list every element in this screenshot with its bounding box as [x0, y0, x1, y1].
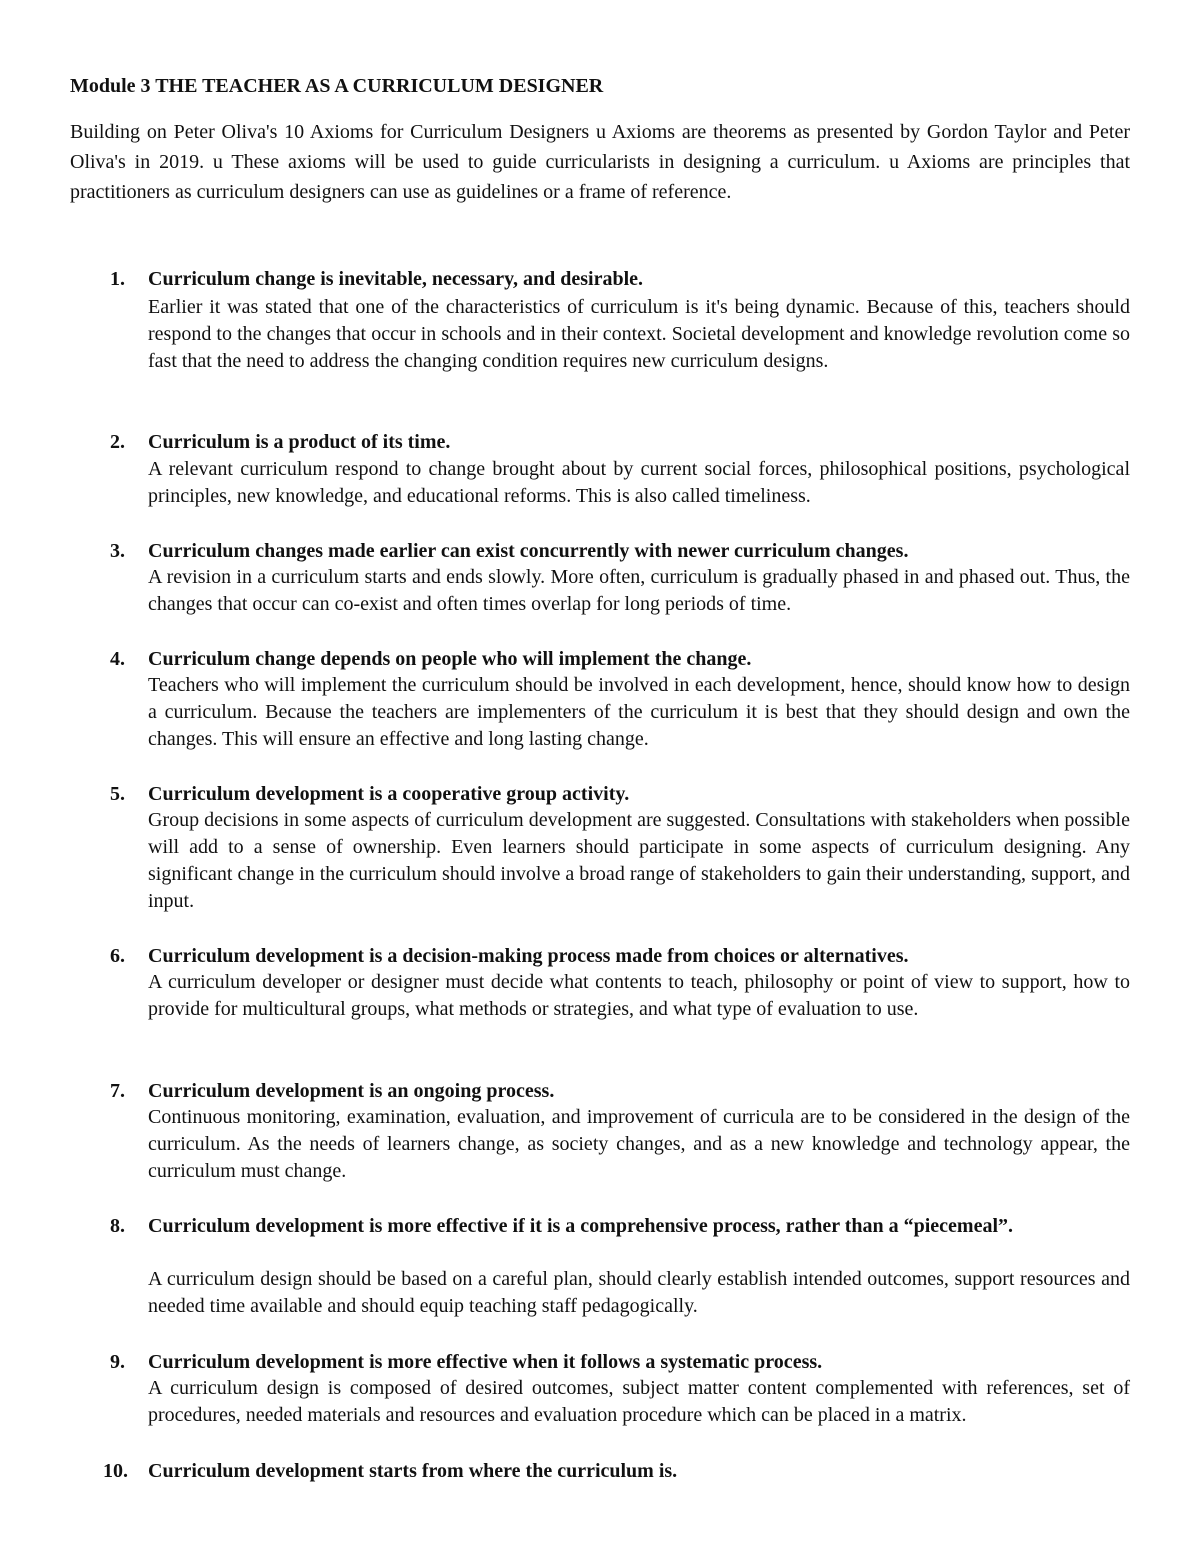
axiom-number: 8. [110, 1215, 125, 1237]
axiom-number: 4. [110, 648, 125, 670]
axiom-body: A curriculum developer or designer must decide what contents to teach, philosophy or point of view to support, how to provide for multicultural groups, what methods or strategies, and what type of evaluation to use. [148, 971, 1130, 1020]
axiom-body: A revision in a curriculum starts and ends slowly. More often, curriculum is gradually phased in and phased out. Thus, the changes that occur can co-exist and often times overlap for long periods of time. [148, 566, 1130, 615]
axiom-number: 7. [110, 1080, 125, 1102]
axiom-body: Earlier it was stated that one of the characteristics of curriculum is it's being dynamic. Because of this, teachers should respond to the changes that occur in schools and in their context. Societal development and knowledge revolution come so fast that the need to address the changing condition requires new curriculum designs. [148, 296, 1130, 372]
axiom-body: Group decisions in some aspects of curriculum development are suggested. Consultations with stakeholders when possible will add to a sense of ownership. Even learners should participate in some aspects of curriculum designing. Any significant change in the curriculum should involve a broad range of stakeholders to gain their understanding, support, and input. [148, 809, 1130, 912]
axiom-number: 6. [110, 945, 125, 967]
axiom-heading: Curriculum development is a cooperative group activity. [148, 783, 630, 805]
axiom-body: A relevant curriculum respond to change brought about by current social forces, philosophical positions, psychological principles, new knowledge, and educational reforms. This is also called timeliness. [148, 458, 1130, 507]
axiom-number: 3. [110, 540, 125, 562]
axiom-body: Teachers who will implement the curriculum should be involved in each development, hence, should know how to design a curriculum. Because the teachers are implementers of the curriculum it is best that they should design and own the changes. This will ensure an effective and long lasting change. [148, 674, 1130, 750]
intro-paragraph: Building on Peter Oliva's 10 Axioms for Curriculum Designers u Axioms are theorems as presented by Gordon Taylor and Peter Oliva's in 2019. u These axioms will be used to guide curricularists in designing a curriculum. u Axioms are principles that practitioners as curriculum designers can use as guidelines or a frame of reference. [70, 121, 1130, 203]
axiom-heading: Curriculum development is an ongoing process. [148, 1080, 555, 1102]
axiom-body: A curriculum design should be based on a careful plan, should clearly establish intended outcomes, support resources and needed time available and should equip teaching staff pedagogically. [148, 1268, 1130, 1317]
axiom-body: A curriculum design is composed of desired outcomes, subject matter content complemented with references, set of procedures, needed materials and resources and evaluation procedure which can be placed in a matrix. [148, 1377, 1130, 1426]
page-title: Module 3 THE TEACHER AS A CURRICULUM DESIGNER [70, 75, 604, 97]
axiom-heading: Curriculum development is more effective if it is a comprehensive process, rather than a “piecemeal”. [148, 1215, 1014, 1237]
axiom-heading: Curriculum change is inevitable, necessary, and desirable. [148, 268, 643, 290]
axiom-heading: Curriculum development is a decision-making process made from choices or alternatives. [148, 945, 909, 967]
axiom-heading: Curriculum is a product of its time. [148, 431, 451, 453]
axiom-number: 1. [110, 268, 125, 290]
axiom-body: Continuous monitoring, examination, evaluation, and improvement of curricula are to be considered in the design of the curriculum. As the needs of learners change, as society changes, and as a new knowledge and technology appear, the curriculum must change. [148, 1106, 1130, 1182]
axiom-heading: Curriculum changes made earlier can exist concurrently with newer curriculum changes. [148, 540, 909, 562]
axiom-number: 2. [110, 431, 125, 453]
axiom-number: 9. [110, 1351, 125, 1373]
axiom-heading: Curriculum development starts from where the curriculum is. [148, 1460, 678, 1482]
axiom-heading: Curriculum development is more effective when it follows a systematic process. [148, 1351, 823, 1373]
axiom-number: 5. [110, 783, 125, 805]
axiom-number: 10. [103, 1460, 128, 1482]
axiom-heading: Curriculum change depends on people who will implement the change. [148, 648, 752, 670]
